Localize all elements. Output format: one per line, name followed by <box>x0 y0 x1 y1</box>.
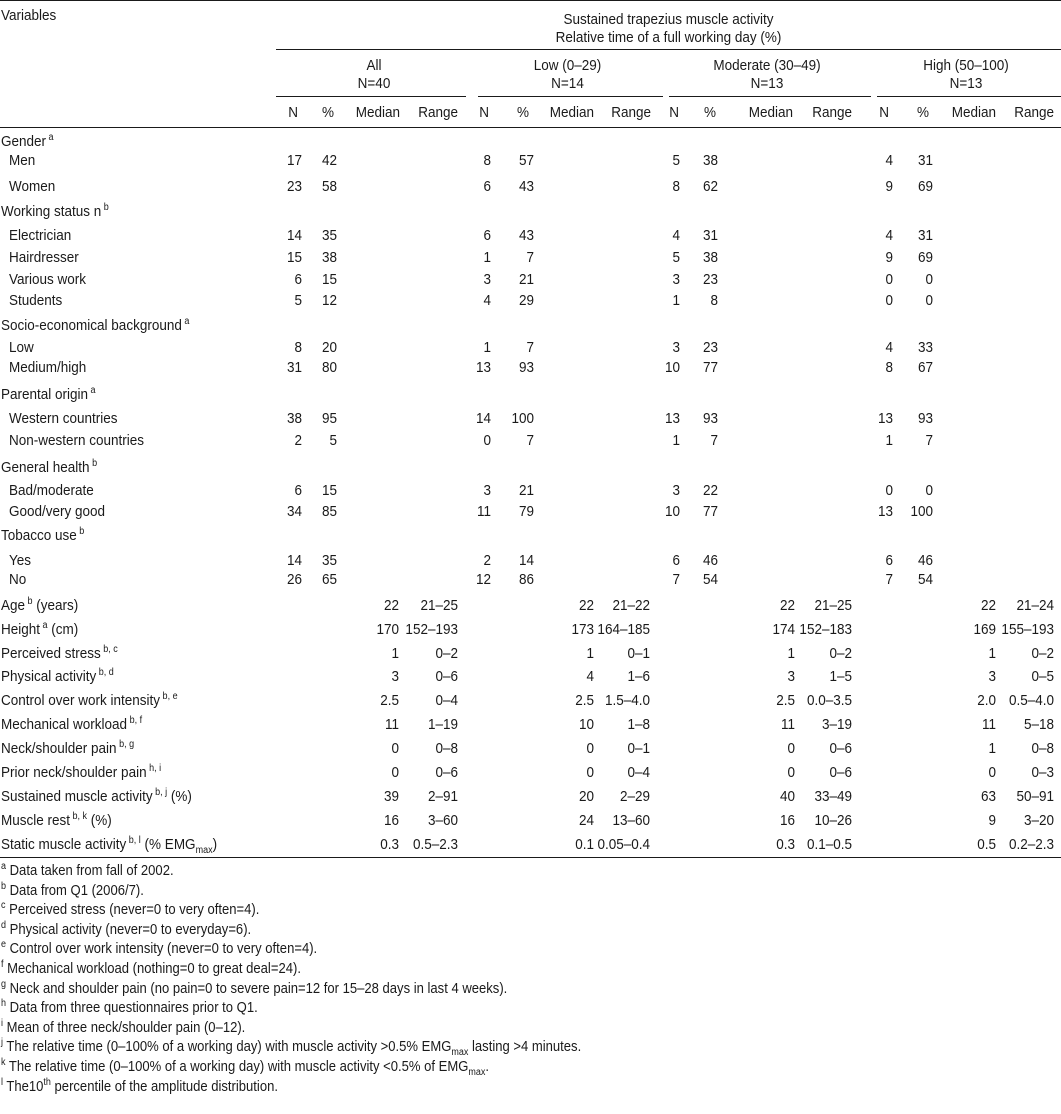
table-cell: 12 <box>475 571 491 588</box>
table-cell: 0–1 <box>627 740 650 757</box>
table-cell: 17 <box>286 152 302 169</box>
table-cell: 0–2 <box>1031 645 1054 662</box>
table-cell: 38 <box>321 249 337 266</box>
table-cell: 100 <box>910 503 933 520</box>
table-cell: 0 <box>885 482 893 499</box>
row-label: Medium/high <box>9 359 87 376</box>
table-cell: 15 <box>321 482 337 499</box>
table-cell: 58 <box>321 178 337 195</box>
section-label: General health $^b$ <box>1 458 98 476</box>
table-cell: 13 <box>877 410 893 427</box>
subcol-header: Median <box>355 104 400 121</box>
table-cell: 31 <box>286 359 302 376</box>
row-label: Women <box>9 178 56 195</box>
table-cell: 93 <box>518 359 534 376</box>
row-label: Western countries <box>9 410 118 427</box>
table-cell: 62 <box>702 178 718 195</box>
table-cell: 6 <box>885 552 893 569</box>
table-cell: 0–4 <box>627 764 650 781</box>
table-bottom-rule <box>0 857 1061 858</box>
table-cell: 3–60 <box>427 812 458 829</box>
row-label: Mechanical workload $^{b, f}$ <box>1 715 143 733</box>
table-cell: 29 <box>518 292 534 309</box>
table-cell: 10 <box>578 716 594 733</box>
table-cell: 0–1 <box>627 645 650 662</box>
table-cell: 54 <box>917 571 933 588</box>
variables-header: Variables <box>1 7 57 24</box>
table-cell: 38 <box>702 152 718 169</box>
table-cell: 164–185 <box>597 621 650 638</box>
table-cell: 0–6 <box>829 740 852 757</box>
table-cell: 0.5 <box>977 836 996 853</box>
table-cell: 4 <box>885 227 893 244</box>
table-cell: 6 <box>294 482 302 499</box>
subcol-header: Median <box>951 104 996 121</box>
table-cell: 15 <box>321 271 337 288</box>
table-cell: 1 <box>483 339 491 356</box>
table-cell: 2 <box>483 552 491 569</box>
table-cell: 152–193 <box>405 621 458 638</box>
table-cell: 13 <box>664 410 680 427</box>
table-cell: 23 <box>702 339 718 356</box>
subcol-header: N <box>288 104 298 121</box>
table-cell: 21–25 <box>420 597 458 614</box>
group-rule <box>276 96 466 97</box>
table-cell: 23 <box>702 271 718 288</box>
table-cell: 5 <box>329 432 337 449</box>
table-cell: 50–91 <box>1016 788 1054 805</box>
table-cell: 3–19 <box>821 716 852 733</box>
table-cell: 0.2–2.3 <box>1008 836 1054 853</box>
row-label: Prior neck/shoulder pain $^{h, i}$ <box>1 763 162 781</box>
table-cell: 3 <box>672 339 680 356</box>
table-cell: 10 <box>664 503 680 520</box>
table-cell: 3 <box>391 668 399 685</box>
table-cell: 1 <box>787 645 795 662</box>
table-cell: 11 <box>384 716 399 733</box>
table-cell: 1 <box>586 645 594 662</box>
row-label: Sustained muscle activity $^{b, j}$ (%) <box>1 787 192 805</box>
table-cell: 4 <box>586 668 594 685</box>
table-cell: 42 <box>321 152 337 169</box>
table-cell: 63 <box>980 788 996 805</box>
table-cell: 16 <box>383 812 399 829</box>
footnote: $^j$ The relative time (0–100% of a working day) with muscle activity >0.5% $EMG_{max}$ lasting >4 minutes. <box>1 1037 582 1059</box>
table-cell: 0–4 <box>435 692 458 709</box>
table-cell: 173 <box>571 621 594 638</box>
row-label: Hairdresser <box>9 249 79 266</box>
table-cell: 77 <box>702 503 718 520</box>
table-cell: 9 <box>885 178 893 195</box>
table-cell: 2.5 <box>776 692 795 709</box>
table-cell: 6 <box>483 178 491 195</box>
table-cell: 95 <box>321 410 337 427</box>
group-name: Low (0–29) <box>533 57 602 74</box>
table-cell: 0–2 <box>435 645 458 662</box>
table-cell: 100 <box>511 410 534 427</box>
table-cell: 1–8 <box>627 716 650 733</box>
table-cell: 0 <box>586 740 594 757</box>
table-cell: 7 <box>672 571 680 588</box>
table-cell: 5 <box>294 292 302 309</box>
table-cell: 8 <box>885 359 893 376</box>
table-cell: 8 <box>483 152 491 169</box>
table-cell: 40 <box>779 788 795 805</box>
table-cell: 0 <box>885 292 893 309</box>
table-cell: 0 <box>391 740 399 757</box>
table-cell: 0–8 <box>1031 740 1054 757</box>
table-cell: 21–24 <box>1016 597 1054 614</box>
row-label: Perceived stress $^{b, c}$ <box>1 644 118 662</box>
table-cell: 0.1–0.5 <box>806 836 852 853</box>
table-cell: 0 <box>988 764 996 781</box>
table-cell: 3 <box>483 271 491 288</box>
table-cell: 0–6 <box>829 764 852 781</box>
table-cell: 9 <box>885 249 893 266</box>
row-label: Men <box>9 152 36 169</box>
table-cell: 33 <box>917 339 933 356</box>
table-cell: 170 <box>376 621 399 638</box>
table-cell: 67 <box>917 359 933 376</box>
table-cell: 1 <box>483 249 491 266</box>
table-cell: 1–6 <box>627 668 650 685</box>
table-cell: 12 <box>321 292 337 309</box>
table-cell: 3 <box>672 482 680 499</box>
table-cell: 169 <box>973 621 996 638</box>
table-cell: 54 <box>702 571 718 588</box>
table-cell: 38 <box>702 249 718 266</box>
table-cell: 69 <box>917 249 933 266</box>
table-cell: 0–6 <box>435 668 458 685</box>
footnote: $^a$ Data taken from fall of 2002. <box>1 861 174 879</box>
table-cell: 93 <box>917 410 933 427</box>
table-cell: 0–8 <box>435 740 458 757</box>
section-label: Working status n $^b$ <box>1 202 109 220</box>
table-cell: 3 <box>672 271 680 288</box>
table-cell: 0.5–4.0 <box>1008 692 1054 709</box>
subcol-header: Range <box>812 104 852 121</box>
footnote: $^g$ Neck and shoulder pain (no pain=0 to severe pain=12 for 15–28 days in last 4 weeks). <box>1 978 508 997</box>
table-cell: 16 <box>779 812 795 829</box>
table-cell: 5 <box>672 249 680 266</box>
table-cell: 21 <box>518 271 534 288</box>
table-cell: 2.0 <box>977 692 996 709</box>
table-cell: 34 <box>286 503 302 520</box>
table-cell: 46 <box>917 552 933 569</box>
table-cell: 0–5 <box>1031 668 1054 685</box>
group-rule <box>877 96 1061 97</box>
section-label: Socio-economical background $^a$ <box>1 316 190 334</box>
table-cell: 5–18 <box>1023 716 1054 733</box>
table-cell: 7 <box>526 249 534 266</box>
table-cell: 33–49 <box>814 788 852 805</box>
table-cell: 0 <box>483 432 491 449</box>
table-cell: 93 <box>702 410 718 427</box>
row-label: Age $^b$ (years) <box>1 596 79 614</box>
row-label: Control over work intensity $^{b, e}$ <box>1 691 178 709</box>
table-cell: 85 <box>321 503 337 520</box>
table-cell: 20 <box>321 339 337 356</box>
table-cell: 39 <box>383 788 399 805</box>
table-cell: 0 <box>787 740 795 757</box>
table-cell: 10 <box>664 359 680 376</box>
section-label: Gender $^a$ <box>1 132 54 150</box>
table-cell: 3 <box>787 668 795 685</box>
table-cell: 6 <box>672 552 680 569</box>
table-top-rule <box>0 0 1061 1</box>
table-cell: 14 <box>286 552 302 569</box>
footnote: $^f$ Mechanical workload (nothing=0 to great deal=24). <box>1 959 301 977</box>
table-cell: 77 <box>702 359 718 376</box>
subcol-header: Median <box>748 104 793 121</box>
table-cell: 3 <box>483 482 491 499</box>
table-cell: 22 <box>980 597 996 614</box>
table-cell: 26 <box>286 571 302 588</box>
group-name: High (50–100) <box>923 57 1009 74</box>
table-cell: 14 <box>475 410 491 427</box>
table-cell: 4 <box>885 152 893 169</box>
table-cell: 21–25 <box>814 597 852 614</box>
table-cell: 0 <box>586 764 594 781</box>
table-cell: 7 <box>885 571 893 588</box>
row-label: No <box>9 571 27 588</box>
group-n: N=13 <box>949 75 983 92</box>
table-cell: 8 <box>294 339 302 356</box>
row-label: Physical activity $^{b, d}$ <box>1 667 114 685</box>
table-cell: 2.5 <box>380 692 399 709</box>
table-cell: 14 <box>286 227 302 244</box>
table-cell: 6 <box>294 271 302 288</box>
table-cell: 4 <box>483 292 491 309</box>
table-cell: 86 <box>518 571 534 588</box>
table-cell: 0 <box>885 271 893 288</box>
table-cell: 13–60 <box>612 812 650 829</box>
row-label: Students <box>9 292 63 309</box>
table-cell: 7 <box>925 432 933 449</box>
table-cell: 0 <box>787 764 795 781</box>
group-rule <box>669 96 871 97</box>
table-cell: 14 <box>518 552 534 569</box>
table-cell: 3–20 <box>1023 812 1054 829</box>
subcol-header: % <box>516 104 529 121</box>
table-cell: 0 <box>925 482 933 499</box>
row-label: Neck/shoulder pain $^{b, g}$ <box>1 739 135 757</box>
table-cell: 8 <box>672 178 680 195</box>
table-cell: 24 <box>578 812 594 829</box>
row-label: Low <box>9 339 34 356</box>
table-cell: 69 <box>917 178 933 195</box>
header-bottom-rule <box>0 127 1061 128</box>
table-cell: 5 <box>672 152 680 169</box>
table-cell: 4 <box>672 227 680 244</box>
table-cell: 79 <box>518 503 534 520</box>
row-label: Height $^a$ (cm) <box>1 620 79 638</box>
footnote: $^k$ The relative time (0–100% of a working day) with muscle activity <0.5% of $EMG_{max}$. <box>1 1057 490 1078</box>
table-cell: 57 <box>518 152 534 169</box>
subcol-header: Median <box>549 104 594 121</box>
table-cell: 43 <box>518 227 534 244</box>
table-cell: 2–29 <box>619 788 650 805</box>
table-cell: 80 <box>321 359 337 376</box>
table-cell: 31 <box>917 152 933 169</box>
group-n: N=40 <box>357 75 391 92</box>
table-cell: 7 <box>526 339 534 356</box>
table-cell: 11 <box>780 716 795 733</box>
table-cell: 31 <box>917 227 933 244</box>
row-label: Muscle rest $^{b, k}$ (%) <box>1 811 112 829</box>
table-cell: 46 <box>702 552 718 569</box>
row-label: Good/very good <box>9 503 106 520</box>
footnote: $^d$ Physical activity (never=0 to everyday=6). <box>1 919 252 938</box>
table-cell: 152–183 <box>799 621 852 638</box>
table-cell: 1 <box>885 432 893 449</box>
table-cell: 0 <box>391 764 399 781</box>
table-cell: 20 <box>578 788 594 805</box>
table-cell: 0 <box>925 271 933 288</box>
table-cell: 35 <box>321 552 337 569</box>
footnote: $^e$ Control over work intensity (never=0 to very often=4). <box>1 939 318 958</box>
group-name: All <box>366 57 382 74</box>
table-cell: 15 <box>286 249 302 266</box>
table-cell: 8 <box>710 292 718 309</box>
table-cell: 0–2 <box>829 645 852 662</box>
subcol-header: N <box>879 104 889 121</box>
table-cell: 0.0–3.5 <box>806 692 852 709</box>
table-cell: 2.5 <box>575 692 594 709</box>
table-cell: 10–26 <box>814 812 852 829</box>
table-cell: 11 <box>981 716 996 733</box>
footnote: $^b$ Data from Q1 (2006/7). <box>1 880 144 899</box>
table-cell: 1.5–4.0 <box>604 692 650 709</box>
table-cell: 13 <box>475 359 491 376</box>
row-label: Bad/moderate <box>9 482 94 499</box>
table-cell: 35 <box>321 227 337 244</box>
table-cell: 0–6 <box>435 764 458 781</box>
subcol-header: Range <box>1014 104 1054 121</box>
table-cell: 13 <box>877 503 893 520</box>
table-cell: 21 <box>518 482 534 499</box>
subcol-header: Range <box>611 104 651 121</box>
row-label: Various work <box>9 271 87 288</box>
table-cell: 0.5–2.3 <box>412 836 458 853</box>
table-cell: 11 <box>476 503 491 520</box>
table-cell: 1–19 <box>427 716 458 733</box>
row-label: Electrician <box>9 227 72 244</box>
table-cell: 4 <box>885 339 893 356</box>
table-cell: 43 <box>518 178 534 195</box>
table-cell: 6 <box>483 227 491 244</box>
span-rule <box>276 49 1061 50</box>
table-cell: 7 <box>526 432 534 449</box>
subcol-header: Range <box>418 104 458 121</box>
table-cell: 22 <box>702 482 718 499</box>
table-cell: 0.1 <box>575 836 594 853</box>
group-n: N=14 <box>551 75 584 92</box>
group-rule <box>478 96 663 97</box>
table-cell: 1 <box>672 292 680 309</box>
row-label: Yes <box>9 552 32 569</box>
subcol-header: N <box>479 104 489 121</box>
table-cell: 22 <box>578 597 594 614</box>
section-label: Tobacco use $^b$ <box>1 526 85 544</box>
table-cell: 1–5 <box>829 668 852 685</box>
table-cell: 22 <box>383 597 399 614</box>
subcol-header: % <box>916 104 929 121</box>
table-cell: 2–91 <box>427 788 458 805</box>
table-cell: 31 <box>702 227 718 244</box>
table-cell: 174 <box>772 621 795 638</box>
table-cell: 0 <box>925 292 933 309</box>
footnote: $^c$ Perceived stress (never=0 to very often=4). <box>1 900 260 919</box>
table-cell: 23 <box>286 178 302 195</box>
table-cell: 22 <box>779 597 795 614</box>
footnote: $^l$ The10th percentile of the amplitude distribution. <box>1 1076 278 1095</box>
footnote: $^i$ Mean of three neck/shoulder pain (0–12). <box>1 1017 246 1036</box>
group-name: Moderate (30–49) <box>713 57 821 74</box>
table-cell: 2 <box>294 432 302 449</box>
table-cell: 0–3 <box>1031 764 1054 781</box>
table-cell: 0.05–0.4 <box>597 836 650 853</box>
table-cell: 9 <box>988 812 996 829</box>
table-cell: 1 <box>391 645 399 662</box>
table-cell: 1 <box>672 432 680 449</box>
table-cell: 1 <box>988 740 996 757</box>
table-cell: 21–22 <box>612 597 650 614</box>
row-label: Static muscle activity $^{b, l}$ (% $EMG_{max}$) <box>1 835 218 856</box>
table-cell: 1 <box>988 645 996 662</box>
table-cell: 0.3 <box>776 836 795 853</box>
table-cell: 38 <box>286 410 302 427</box>
span-title-line1: Sustained trapezius muscle activity <box>563 11 774 28</box>
row-label: Non-western countries <box>9 432 145 449</box>
table-cell: 7 <box>710 432 718 449</box>
table-cell: 3 <box>988 668 996 685</box>
subcol-header: % <box>703 104 716 121</box>
table-cell: 0.3 <box>380 836 399 853</box>
footnote: $^h$ Data from three questionnaires prior to Q1. <box>1 998 258 1017</box>
subcol-header: % <box>321 104 334 121</box>
table-cell: 155–193 <box>1001 621 1054 638</box>
subcol-header: N <box>669 104 679 121</box>
group-n: N=13 <box>750 75 784 92</box>
span-title-line2: Relative time of a full working day (%) <box>555 29 782 46</box>
section-label: Parental origin $^a$ <box>1 385 96 403</box>
table-cell: 65 <box>321 571 337 588</box>
